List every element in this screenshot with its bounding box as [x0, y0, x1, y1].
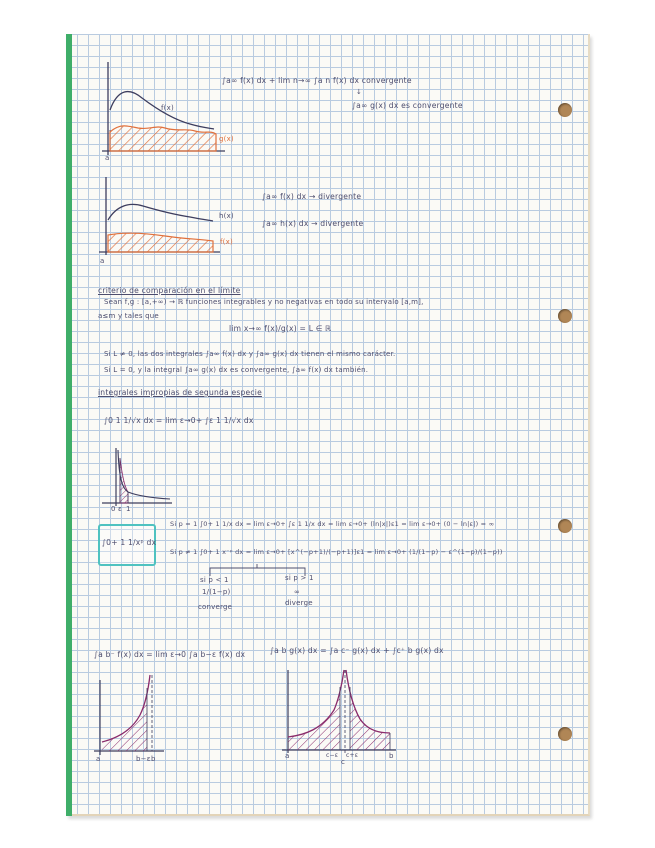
criterio-limit: lim x→∞ f(x)/g(x) = L ∈ ℝ [229, 324, 332, 333]
sec1-line2: ∫a∞ g(x) dx es convergente [352, 101, 463, 110]
branch-right-value: ∞ [294, 588, 301, 596]
g-label: g(x) [219, 135, 234, 143]
br-axis-a: a [285, 752, 290, 760]
seg-axis-1: 1 [126, 505, 131, 513]
sec2-line2: ∫a∞ h(x) dx → divergente [262, 219, 364, 228]
segunda-formula: ∫0 1 1/√x dx = lim ε→0+ ∫ε 1 1/√x dx [104, 416, 254, 425]
case1: Si p = 1 ∫0+ 1 1/x dx = lim ε→0+ ∫ε 1 1/x dx = lim ε→0+ (ln|x|)ε1 = lim ε→0+ (0 − ln|ε|) = ∞ [170, 520, 495, 528]
boxed-integral-text: ∫0+ 1 1/xᵖ dx [102, 538, 157, 547]
criterio-line2: a≤m y tales que [98, 312, 159, 320]
a-label: a [105, 154, 110, 162]
sec1-line1: ∫a∞ f(x) dx + lim n→∞ ∫a n f(x) dx convergente [222, 76, 412, 85]
br-axis-b: b [389, 752, 394, 760]
branch-left-cond: si p < 1 [200, 576, 229, 584]
graph-right-singularity [280, 665, 400, 760]
criterio-line3: Si L ≠ 0, las dos integrales ∫a∞ f(x) dx y ∫a∞ g(x) dx tienen el mismo carácter. [104, 350, 396, 358]
br-axis-c: c [341, 758, 346, 766]
br-axis-cpeps: c+ε [346, 752, 359, 759]
graph-f-g [100, 60, 230, 170]
criterio-line1: Sean f,g : [a,+∞) → ℝ funciones integrables y no negativas en todo su intervalo [a,m], [104, 298, 424, 306]
branch-left-value: 1/(1−p) [202, 588, 231, 596]
f2-label: f(x) [220, 238, 233, 246]
sec2-line1: ∫a∞ f(x) dx → divergente [262, 192, 362, 201]
bl-axis-beps: b−ε [136, 755, 151, 763]
binder-hole-2 [558, 309, 572, 323]
segunda-title: integrales impropias de segunda especie [98, 388, 262, 397]
criterio-line4: Si L = 0, y la integral ∫a∞ g(x) dx es convergente, ∫a∞ f(x) dx también. [104, 366, 369, 374]
bottom-left-formula: ∫a b⁻ f(x) dx = lim ε→0 ∫a b−ε f(x) dx [94, 650, 246, 659]
bottom-right-formula: ∫a b g(x) dx = ∫a c⁻ g(x) dx + ∫c⁺ b g(x) dx [270, 646, 444, 655]
f-label: f(x) [161, 104, 174, 112]
branch-right-result: diverge [285, 599, 313, 607]
bl-axis-b: b [151, 755, 156, 763]
seg-axis-0: 0 [111, 505, 116, 513]
binder-hole-1 [558, 103, 572, 117]
branch-left-result: converge [198, 603, 233, 611]
br-axis-ceps: c−ε [326, 752, 339, 759]
binder-hole-3 [558, 519, 572, 533]
h-label: h(x) [219, 212, 234, 220]
seg-axis-eps: ε [118, 505, 122, 513]
sec1-arrow: ↓ [356, 88, 363, 96]
criterio-title: criterio de comparación en el límite [98, 286, 241, 295]
graph-left-singularity [88, 670, 168, 760]
margin-line [66, 34, 72, 816]
binder-hole-4 [558, 727, 572, 741]
a2-label: a [100, 257, 105, 265]
case2: Si p ≠ 1 ∫0+ 1 x⁻ᵖ dx = lim ε→0+ [x^(−p+1)/(−p+1)]ε1 = lim ε→0+ (1/(1−p) − ε^(1−p)/(1−p)) [170, 548, 503, 556]
branch-right-cond: si p > 1 [285, 574, 314, 582]
graph-h-f [95, 175, 225, 270]
bl-axis-a: a [96, 755, 101, 763]
graph-inv-sqrt [100, 448, 175, 513]
